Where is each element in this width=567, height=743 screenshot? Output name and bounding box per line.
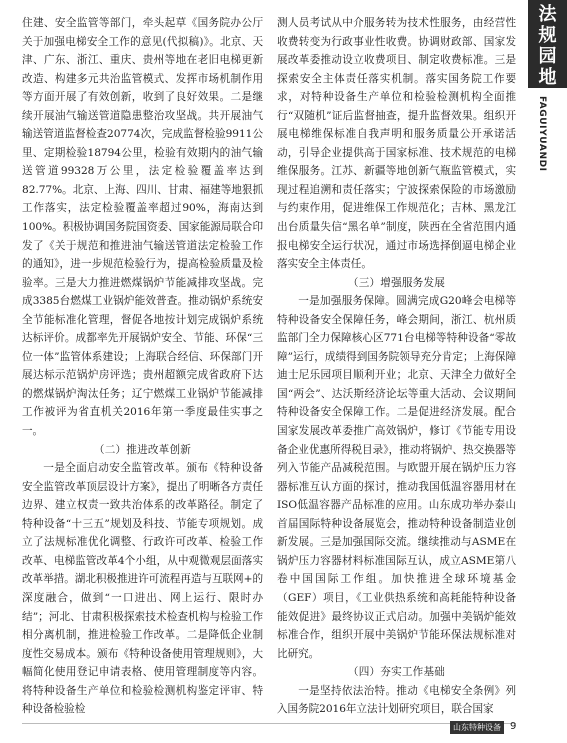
section-title-char: 地: [538, 67, 557, 88]
section-pinyin: FAGUIYUANDI: [537, 96, 547, 172]
heading-work-foundation: （四）夯实工作基础: [347, 666, 446, 679]
right-column: [277, 14, 516, 719]
left-paragraph-2: 一是全面启动安全监管改革。颁布《特种设备安全监管改革顶层设计方案》，提出了明晰各方责任边界、建立权责一致共治体系的改革路径。制定了特种设备“十三五”规划及科技、节能专项规划。成立了法规标准优化调整、行政许可改革、检验工作改革、电梯监管改革4个小组，从中观微观层面落实改革举措。湖北积极推进许可流程再造与互联网+的深度融合，做到“一口进出、网上运行、限时办结”；河北、甘肃积极探索技术检查机构与检验工作相分离机制，推进检验工作改革。二是降低企业制度性交易成本。颁布《特种设备使用管理规则》，大幅简化使用登记申请表格、使用管理制度等内容。将特种设备生产单位和检验检测机构鉴定评审、特种设备检验检: [22, 462, 263, 716]
right-paragraph-1: 测人员考试从中介服务转为技术性服务，由经营性收费转变为行政事业性收费。协调财政部、国家发展改革委推动设立收费项目、制定收费标准。三是探索安全主体责任落实机制。落实国务院工作要求，对特种设备生产单位和检验检测机构全面推行“双随机”证后监督抽查，提升监督效果。组织开展电梯维保标准自我声明和服务质量公开承诺活动，引导企业提供高于国家标准、技术规范的电梯维保服务。江苏、新疆等地创新气瓶监管模式，实现过程追溯和责任落实；宁波探索保险的市场激励与约束作用，促进维保工作规范化；吉林、黑龙江出台质量失信“黑名单”制度，陕西在全省范围内通报电梯安全运行状况，通过市场选择倒逼电梯企业落实安全主体责任。: [277, 17, 516, 271]
left-column: [22, 14, 263, 719]
heading-service-development: （三）增强服务发展: [347, 276, 446, 289]
section-sidebar: [528, 0, 567, 743]
section-title-char: 规: [538, 25, 557, 46]
section-title-char: 法: [538, 4, 557, 25]
left-paragraph-1: 住建、安全监管等部门，牵头起草《国务院办公厅关于加强电梯安全工作的意见(代拟稿)》。北京、天津、广东、浙江、重庆、贵州等地在老旧电梯更新改造、构建多元共治监管模式、发挥市场机制作用等方面开展了有效创新，收到了良好效果。二是继续开展油气输送管道隐患整治攻坚战。共开展油气输送管道监督检查20774次，完成监督检验9911公里、定期检验18794公里，检验有效期内的油气输送管道99328万公里，法定检验覆盖率达到82.77%。北京、上海、四川、甘肃、福建等地狠抓工作落实，法定检验覆盖率超过90%，海南达到100%。积极协调国务院国资委、国家能源局联合印发了《关于规范和推进油气输送管道法定检验工作的通知》，进一步规范检验行为，提高检验质量及检验率。三是大力推进燃煤锅炉节能减排攻坚战。完成3385台燃煤工业锅炉能效普查。推动锅炉系统安全节能标准化管理，督促各地按计划完成锅炉系统达标评价。成都率先开展锅炉安全、节能、环保“三位一体”监管体系建设；上海联合经信、环保部门开展达标示范锅炉房评选；贵州超额完成省政府下达的燃煤锅炉淘汰任务；辽宁燃煤工业锅炉节能减排工作被评为省直机关2016年第一季度最佳实事之一。: [22, 17, 263, 438]
footer-divider: [22, 723, 516, 724]
section-title-block: [528, 0, 567, 88]
right-paragraph-3: 一是坚持依法治特。推动《电梯安全条例》列入国务院2016年立法计划研究项目，联合国家: [277, 684, 516, 716]
right-paragraph-2: 一是加强服务保障。圆满完成G20峰会电梯等特种设备安全保障任务，峰会期间，浙江、杭州质监部门全力保障核心区771台电梯等特种设备“零故障”运行，成绩得到国务院领导充分肯定；上海保障迪士尼乐园项目顺利开业；北京、天津全力做好全国“两会”、达沃斯经济论坛等重大活动、会议期间特种设备安全保障工作。二是促进经济发展。配合国家发展改革委推广高效锅炉，修订《节能专用设备企业优惠所得税目录》，推动将锅炉、热交换器等列入节能产品减税范围。与欧盟开展在锅炉压力容器标准互认方面的探讨，推动我国低温容器用材在ISO低温容器产品标准的应用。山东成功举办泰山首届国际特种设备展览会，推动特种设备制造业创新发展。三是加强国际交流。继续推动与ASME在锅炉压力容器材料标准国际互认，成立ASME第八卷中国国际工作组。加快推进全球环境基金（GEF）项目，《工业供热系统和高耗能特种设备能效促进》最终协议正式启动。加强中美锅炉能效标准合作，组织开展中美锅炉节能环保法规标准对比研究。: [277, 295, 516, 660]
heading-reform-innovation: （二）推进改革创新: [93, 443, 192, 456]
section-title: [531, 4, 564, 88]
page-number: 9: [510, 721, 517, 732]
journal-name: 山东特种设备: [450, 721, 504, 734]
section-title-char: 园: [538, 46, 557, 67]
